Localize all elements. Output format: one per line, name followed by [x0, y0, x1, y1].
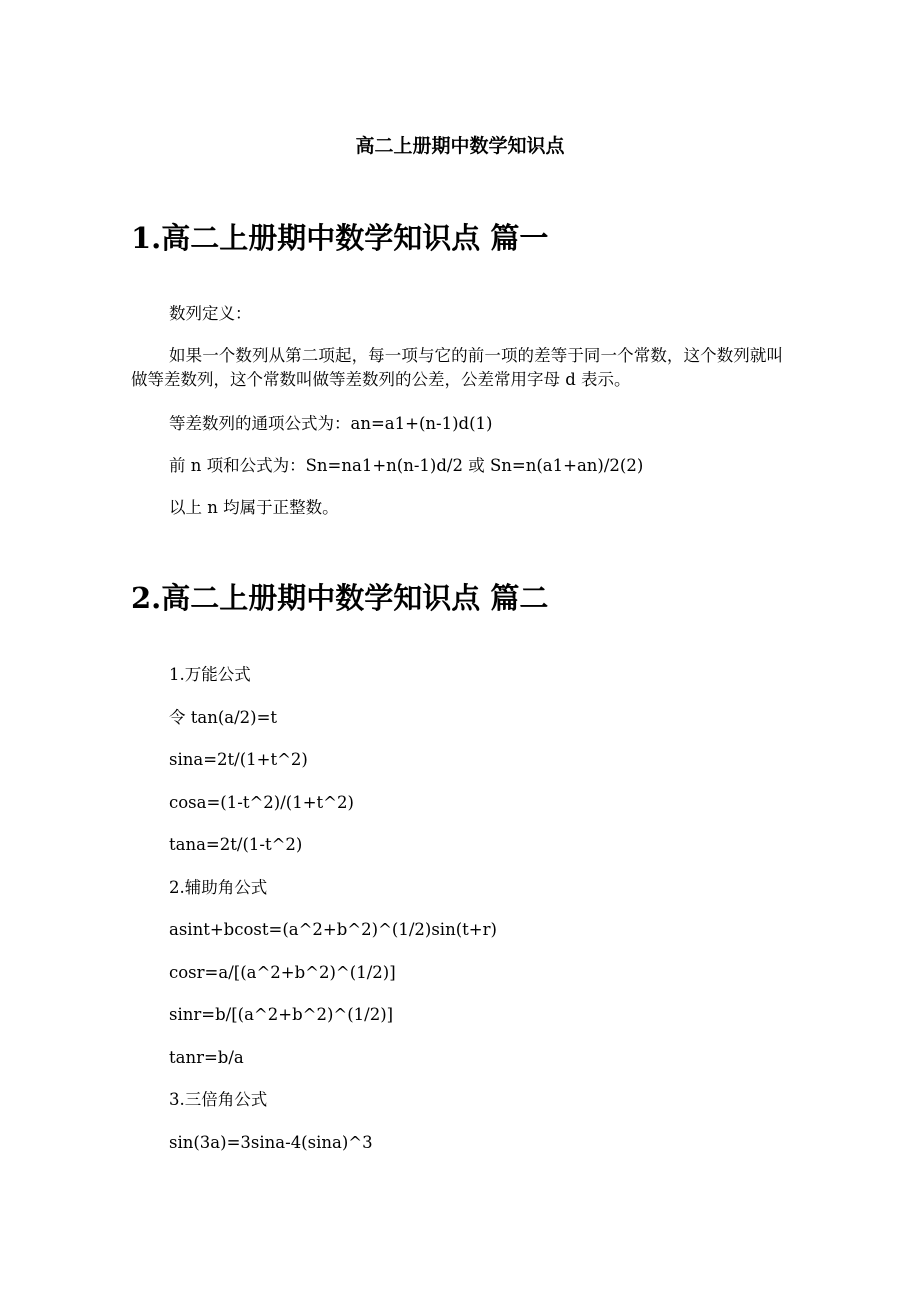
line-sina-formula: sina=2t/(1+t^2) — [169, 750, 308, 769]
paragraph-general-term-formula: 等差数列的通项公式为：an=a1+(n-1)d(1) — [169, 414, 493, 433]
paragraph-sum-formula: 前 n 项和公式为：Sn=na1+n(n-1)d/2 或 Sn=n(a1+an)/2(2) — [169, 456, 644, 475]
line-tanr-formula: tanr=b/a — [169, 1048, 244, 1067]
line-cosr-formula: cosr=a/[(a^2+b^2)^(1/2)] — [169, 963, 396, 982]
paragraph-positive-integer-note: 以上 n 均属于正整数。 — [169, 498, 339, 517]
section-heading-1: 1.高二上册期中数学知识点 篇一 — [131, 221, 549, 255]
line-universal-formula-title: 1.万能公式 — [169, 665, 251, 684]
line-sin3a-formula: sin(3a)=3sina-4(sina)^3 — [169, 1133, 373, 1152]
line-tana-formula: tana=2t/(1-t^2) — [169, 835, 303, 854]
section-heading-2: 2.高二上册期中数学知识点 篇二 — [131, 581, 549, 615]
paragraph-arithmetic-sequence-definition: 如果一个数列从第二项起，每一项与它的前一项的差等于同一个常数，这个数列就叫做等差数列，这个常数叫做等差数列的公差，公差常用字母 d 表示。 — [131, 346, 783, 389]
paragraph-sequence-definition-label: 数列定义： — [169, 304, 252, 323]
line-sinr-formula: sinr=b/[(a^2+b^2)^(1/2)] — [169, 1005, 394, 1024]
line-auxiliary-angle-formula: asint+bcost=(a^2+b^2)^(1/2)sin(t+r) — [169, 920, 497, 939]
line-cosa-formula: cosa=(1-t^2)/(1+t^2) — [169, 793, 354, 812]
line-let-tan: 令 tan(a/2)=t — [169, 708, 278, 727]
line-auxiliary-angle-title: 2.辅助角公式 — [169, 878, 268, 897]
document-title: 高二上册期中数学知识点 — [355, 135, 565, 157]
line-triple-angle-title: 3.三倍角公式 — [169, 1090, 268, 1109]
